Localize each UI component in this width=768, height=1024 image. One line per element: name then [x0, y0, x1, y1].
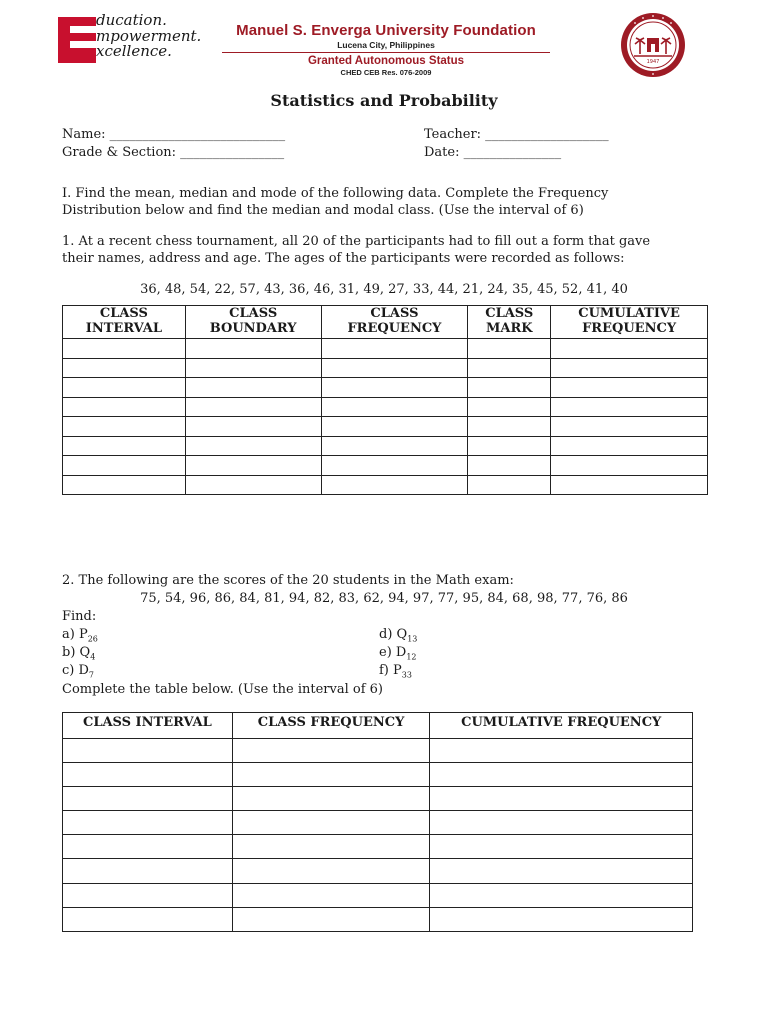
table-row: [63, 883, 693, 907]
table-cell[interactable]: [63, 475, 186, 495]
table-cell[interactable]: [63, 907, 233, 931]
table-cell[interactable]: [63, 835, 233, 859]
problem1-text: 1. At a recent chess tournament, all 20 of the participants had to fill out a form that gave: [62, 234, 651, 249]
frequency-table-2: [62, 712, 693, 932]
table-cell[interactable]: [430, 883, 693, 907]
table-row: [63, 787, 693, 811]
table-cell[interactable]: [185, 397, 321, 417]
university-seal-icon: [620, 12, 686, 78]
table-row: [63, 907, 693, 931]
table-cell[interactable]: [232, 907, 430, 931]
problem1-text: their names, address and age. The ages of the participants were recorded as follows:: [62, 251, 625, 266]
table-cell[interactable]: [321, 339, 468, 359]
table-cell[interactable]: [551, 456, 708, 476]
table-cell[interactable]: [63, 883, 233, 907]
problem2-text: 2. The following are the scores of the 20 students in the Math exam:: [62, 573, 514, 588]
table-cell[interactable]: [551, 417, 708, 437]
university-header: [216, 22, 556, 77]
table-row: [63, 436, 708, 456]
table-cell[interactable]: [63, 787, 233, 811]
table-cell[interactable]: [185, 417, 321, 437]
table-cell[interactable]: [551, 339, 708, 359]
table-row: [63, 456, 708, 476]
table-cell[interactable]: [321, 358, 468, 378]
table-cell[interactable]: [185, 436, 321, 456]
seal-year: 1947: [646, 59, 660, 65]
table-cell[interactable]: [232, 811, 430, 835]
table-cell[interactable]: [430, 907, 693, 931]
find-label: Find:: [62, 609, 97, 624]
table-row: [63, 378, 708, 398]
find-item-b: b) $Q_4$: [62, 645, 96, 662]
logo-line-excellence: xcellence.: [96, 42, 172, 60]
table-cell[interactable]: [63, 859, 233, 883]
university-name: Manuel S. Enverga University Foundation: [236, 22, 536, 39]
table-cell[interactable]: [468, 378, 551, 398]
table-cell[interactable]: [321, 436, 468, 456]
instruction-line: Distribution below and find the median and modal class. (Use the interval of 6): [62, 203, 584, 218]
table-row: [63, 835, 693, 859]
table-cell[interactable]: [551, 397, 708, 417]
table-cell[interactable]: [185, 339, 321, 359]
table-cell[interactable]: [63, 358, 186, 378]
table-cell[interactable]: [321, 475, 468, 495]
table-cell[interactable]: [321, 397, 468, 417]
header-class-frequency: CLASS FREQUENCY: [321, 306, 468, 339]
table-cell[interactable]: [468, 397, 551, 417]
header-cumulative-frequency: CUMULATIVE FREQUENCY: [551, 306, 708, 339]
ched-resolution: CHED CEB Res. 076-2009: [340, 68, 432, 77]
find-item-a: a) $P_{26}$: [62, 627, 98, 644]
table-cell[interactable]: [468, 339, 551, 359]
header-class-frequency: CLASS FREQUENCY: [232, 713, 430, 739]
table-cell[interactable]: [321, 456, 468, 476]
table-cell[interactable]: [430, 787, 693, 811]
table-cell[interactable]: [468, 456, 551, 476]
table-cell[interactable]: [551, 436, 708, 456]
name-field: Name: ___________________________: [62, 127, 286, 142]
find-item-f: f) $P_{33}$: [379, 663, 412, 680]
table-cell[interactable]: [468, 436, 551, 456]
table-header-row: [63, 713, 693, 739]
page-title: Statistics and Probability: [270, 91, 498, 110]
frequency-table-1: [62, 305, 708, 495]
table-cell[interactable]: [468, 475, 551, 495]
table-cell[interactable]: [232, 739, 430, 763]
table-cell[interactable]: [185, 475, 321, 495]
logo-tagline: [70, 13, 201, 60]
table-cell[interactable]: [232, 763, 430, 787]
table-row: [63, 811, 693, 835]
problem1-data: 36, 48, 54, 22, 57, 43, 36, 46, 31, 49, 27, 33, 44, 21, 24, 35, 45, 52, 41, 40: [140, 282, 628, 297]
table-row: [63, 739, 693, 763]
table-cell[interactable]: [63, 397, 186, 417]
table-cell[interactable]: [321, 378, 468, 398]
logo-line-education: ducation.: [96, 11, 167, 29]
table-cell[interactable]: [551, 358, 708, 378]
table-cell[interactable]: [63, 739, 233, 763]
table-row: [63, 339, 708, 359]
university-city: Lucena City, Philippines: [337, 40, 435, 50]
header-cumulative-frequency: CUMULATIVE FREQUENCY: [430, 713, 693, 739]
instruction-line: I. Find the mean, median and mode of the following data. Complete the Frequency: [62, 186, 609, 201]
header-class-mark: CLASS MARK: [468, 306, 551, 339]
problem2-data: 75, 54, 96, 86, 84, 81, 94, 82, 83, 62, 94, 97, 77, 95, 84, 68, 98, 77, 76, 86: [140, 591, 628, 606]
header-rule: [222, 52, 550, 53]
table-cell[interactable]: [551, 378, 708, 398]
date-field: Date: _______________: [424, 145, 562, 160]
table-header-row: [63, 306, 708, 339]
table-cell[interactable]: [63, 417, 186, 437]
table2-instruction: Complete the table below. (Use the interval of 6): [62, 682, 383, 697]
table-cell[interactable]: [63, 811, 233, 835]
table-row: [63, 475, 708, 495]
teacher-field: Teacher: ___________________: [424, 127, 609, 142]
table-cell[interactable]: [63, 339, 186, 359]
table-row: [63, 397, 708, 417]
table-cell[interactable]: [430, 763, 693, 787]
table-cell[interactable]: [232, 883, 430, 907]
table-cell[interactable]: [63, 763, 233, 787]
table-cell[interactable]: [63, 378, 186, 398]
table-cell[interactable]: [232, 787, 430, 811]
table-cell[interactable]: [551, 475, 708, 495]
table-row: [63, 763, 693, 787]
table-cell[interactable]: [232, 835, 430, 859]
table-row: [63, 417, 708, 437]
table-row: [63, 859, 693, 883]
table-cell[interactable]: [430, 859, 693, 883]
table-cell[interactable]: [232, 859, 430, 883]
table-cell[interactable]: [430, 811, 693, 835]
header-class-interval: CLASS INTERVAL: [63, 713, 233, 739]
table-cell[interactable]: [468, 417, 551, 437]
table-cell[interactable]: [430, 835, 693, 859]
table-cell[interactable]: [185, 358, 321, 378]
header-class-boundary: CLASS BOUNDARY: [185, 306, 321, 339]
table-cell[interactable]: [321, 417, 468, 437]
autonomous-status: Granted Autonomous Status: [307, 55, 465, 67]
header-class-interval: CLASS INTERVAL: [63, 306, 186, 339]
table-row: [63, 358, 708, 378]
table-cell[interactable]: [63, 456, 186, 476]
find-item-d: d) $Q_{13}$: [379, 627, 418, 644]
grade-section-field: Grade & Section: ________________: [62, 145, 285, 160]
table-cell[interactable]: [185, 378, 321, 398]
find-item-c: c) $D_7$: [62, 663, 95, 680]
find-item-e: e) $D_{12}$: [379, 645, 417, 662]
logo-line-empowerment: mpowerment.: [96, 26, 202, 45]
table-cell[interactable]: [468, 358, 551, 378]
table-cell[interactable]: [430, 739, 693, 763]
table-cell[interactable]: [63, 436, 186, 456]
table-cell[interactable]: [185, 456, 321, 476]
